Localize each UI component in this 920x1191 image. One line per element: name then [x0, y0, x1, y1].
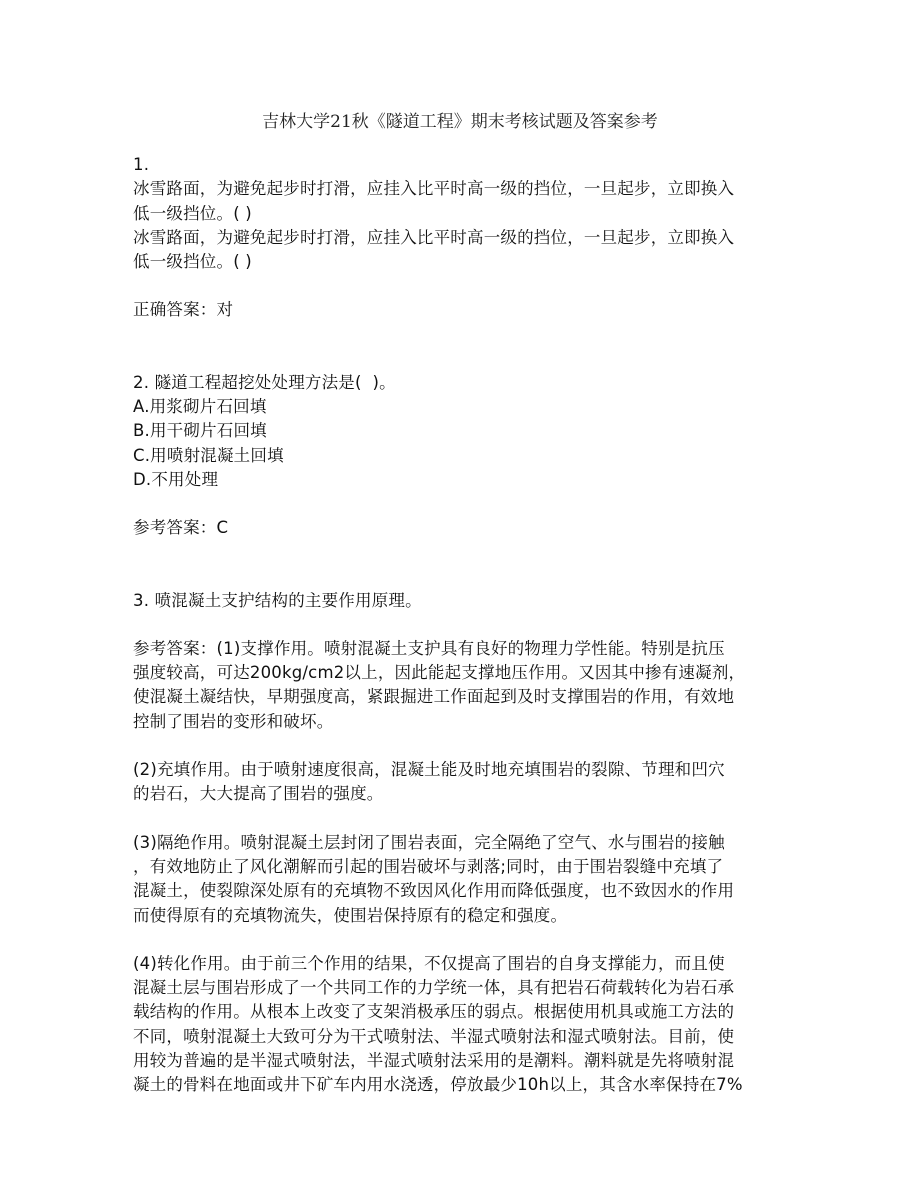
option-d: D.不用处理: [133, 469, 219, 489]
answer-text: 参考答案：C: [133, 518, 229, 538]
answer-paragraph-3: [133, 831, 793, 928]
question-2: [133, 371, 793, 541]
document-body: [133, 153, 793, 1098]
answer-line: (2)充填作用。由于喷射速度很高，混凝土能及时地充填围岩的裂隙、节理和凹穴: [133, 760, 725, 780]
answer-line: 而使得原有的充填物流失，使围岩保持原有的稳定和强度。: [133, 905, 568, 925]
question-3: [133, 589, 793, 1098]
answer-line: 不同，喷射混凝土大致可分为干式喷射法、半湿式喷射法和湿式喷射法。目前，使: [133, 1026, 735, 1046]
question-stem: 2. 隧道工程超挖处处理方法是( )。: [133, 372, 396, 392]
answer-line: (4)转化作用。由于前三个作用的结果，不仅提高了围岩的自身支撑能力，而且使: [133, 953, 725, 973]
answer-line: 使混凝土凝结快，早期强度高，紧跟掘进工作面起到及时支撑围岩的作用，有效地: [133, 687, 735, 707]
answer-line: ，有效地防止了风化潮解而引起的围岩破坏与剥落;同时，由于围岩裂缝中充填了: [133, 856, 724, 876]
question-stem: 3. 喷混凝土支护结构的主要作用原理。: [133, 590, 422, 610]
answer-text: 正确答案：对: [133, 300, 234, 320]
answer-line: 凝土的骨料在地面或井下矿车内用水浇透，停放最少10h以上，其含水率保持在7%: [133, 1075, 743, 1095]
question-text-line: 冰雪路面，为避免起步时打滑，应挂入比平时高一级的挡位，一旦起步，立即换入: [133, 179, 735, 199]
answer-line: 混凝土层与围岩形成了一个共同工作的力学统一体，具有把岩石荷载转化为岩石承: [133, 978, 735, 998]
answer-paragraph-4: [133, 952, 793, 1098]
answer-line: 载结构的作用。从根本上改变了支架消极承压的弱点。根据使用机具或施工方法的: [133, 1002, 735, 1022]
question-text-line: 冰雪路面，为避免起步时打滑，应挂入比平时高一级的挡位，一旦起步，立即换入: [133, 227, 735, 247]
answer-line: 控制了围岩的变形和破坏。: [133, 711, 334, 731]
option-a: A.用浆砌片石回填: [133, 397, 267, 417]
question-1: [133, 153, 793, 323]
answer-line: 强度较高，可达200kg/cm2以上，因此能起支撑地压作用。又因其中掺有速凝剂，: [133, 663, 746, 683]
question-text-line: 低一级挡位。( ): [133, 203, 252, 223]
answer-line: 用较为普遍的是半湿式喷射法，半湿式喷射法采用的是潮料。潮料就是先将喷射混: [133, 1051, 735, 1071]
answer-paragraph-2: [133, 758, 793, 807]
answer-line: (3)隔绝作用。喷射混凝土层封闭了围岩表面，完全隔绝了空气、水与围岩的接触: [133, 832, 725, 852]
option-c: C.用喷射混凝土回填: [133, 445, 284, 465]
answer-line: 混凝土，使裂隙深处原有的充填物不致因风化作用而降低强度，也不致因水的作用: [133, 881, 735, 901]
document-title: 吉林大学21秋《隧道工程》期末考核试题及答案参考: [262, 112, 658, 132]
answer-line: 参考答案：(1)支撑作用。喷射混凝土支护具有良好的物理力学性能。特别是抗压: [133, 638, 725, 658]
option-b: B.用干砌片石回填: [133, 421, 267, 441]
question-number: 1.: [133, 155, 150, 174]
question-text-line: 低一级挡位。( ): [133, 252, 252, 272]
answer-line: 的岩石，大大提高了围岩的强度。: [133, 784, 384, 804]
answer-paragraph-1: [133, 637, 793, 734]
